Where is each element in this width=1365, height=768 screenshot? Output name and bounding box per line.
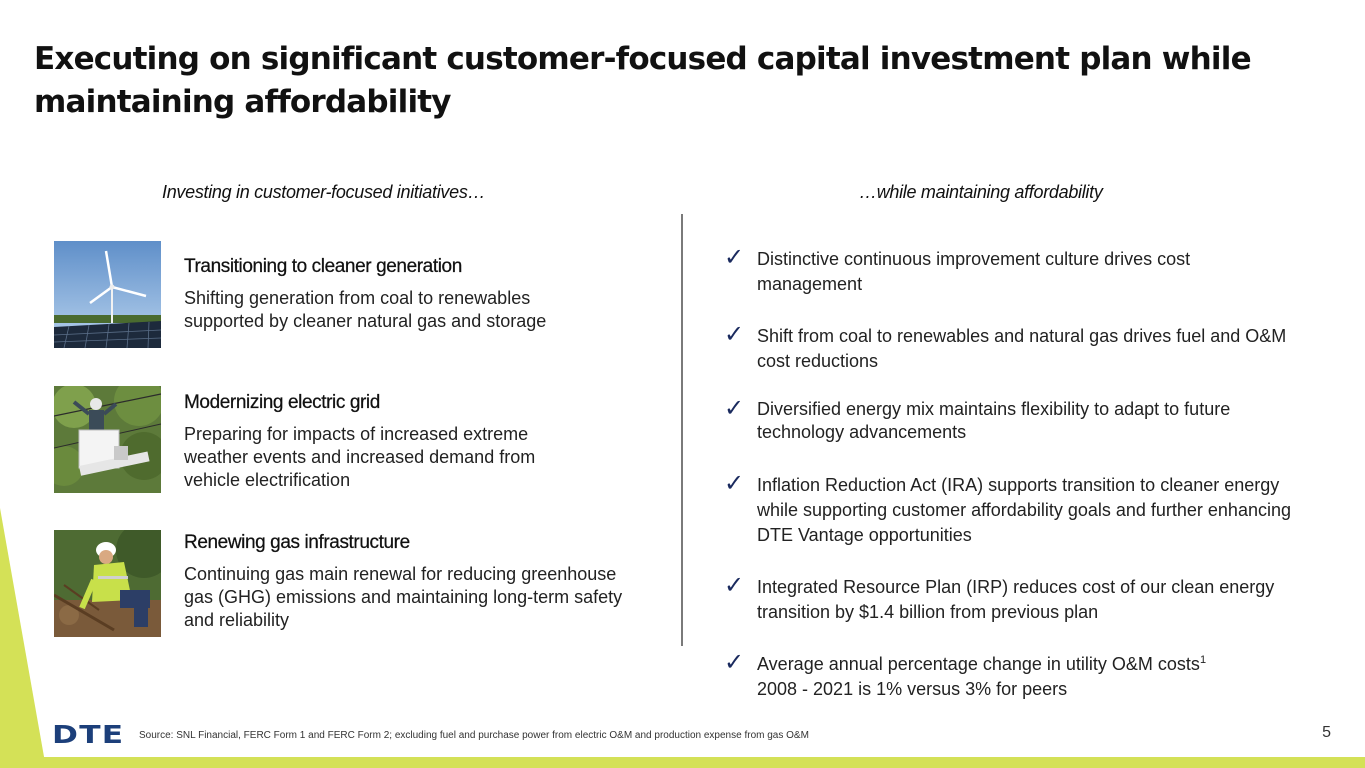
- checklist-item-text: [757, 652, 1317, 702]
- checkmark-icon: ✓: [724, 394, 745, 422]
- initiative-gas-infrastructure: [184, 532, 654, 632]
- checklist-item: [724, 469, 1324, 548]
- page-title: Executing on significant customer-focused capital investment plan while maintaining affordability: [34, 41, 1251, 120]
- checkmark-icon: ✓: [724, 469, 745, 497]
- checklist-item: [724, 648, 1324, 702]
- initiative-body: Preparing for impacts of increased extreme weather events and increased demand from vehicle electrification: [184, 424, 536, 490]
- checklist-item: [724, 571, 1324, 625]
- initiative-heading: Transitioning to cleaner generation: [184, 256, 462, 277]
- checklist-item-text: Diversified energy mix maintains flexibility to adapt to future technology advancements: [757, 399, 1231, 442]
- checklist-item: [724, 394, 1324, 444]
- lineworker-bucket-photo: [54, 386, 161, 493]
- checkmark-icon: ✓: [724, 243, 745, 271]
- checklist-item-text-line2: 2008 - 2021 is 1% versus 3% for peers: [757, 679, 1068, 699]
- checklist-item-text: Distinctive continuous improvement culture drives cost management: [757, 249, 1191, 294]
- checklist-item-text: Integrated Resource Plan (IRP) reduces cost of our clean energy transition by $1.4 billion from previous plan: [757, 577, 1275, 622]
- initiative-cleaner-generation: [184, 256, 654, 333]
- checklist-item: [724, 320, 1324, 374]
- initiative-body: Continuing gas main renewal for reducing greenhouse gas (GHG) emissions and maintaining long-term safety and reliability: [184, 564, 623, 630]
- wind-turbine-solar-photo: [54, 241, 161, 348]
- checklist-item-text-line1: Average annual percentage change in utility O&M costs: [757, 654, 1200, 674]
- bottom-accent-bar: [0, 757, 1365, 768]
- checkmark-icon: ✓: [724, 320, 745, 348]
- dte-logo: DTE: [52, 720, 125, 749]
- checklist-item: [724, 243, 1324, 297]
- checklist-item-text: Shift from coal to renewables and natural gas drives fuel and O&M cost reductions: [757, 326, 1287, 371]
- initiative-body: Shifting generation from coal to renewables supported by cleaner natural gas and storage: [184, 288, 547, 331]
- checkmark-icon: ✓: [724, 571, 745, 599]
- source-note: Source: SNL Financial, FERC Form 1 and FERC Form 2; excluding fuel and purchase power from electric O&M and production expense from gas O&M: [139, 730, 809, 741]
- checkmark-icon: ✓: [724, 648, 745, 676]
- gas-worker-photo: [54, 530, 161, 637]
- left-column-subtitle: Investing in customer-focused initiatives…: [162, 182, 486, 202]
- column-divider: [681, 214, 683, 646]
- initiative-heading: Modernizing electric grid: [184, 392, 380, 413]
- right-column-subtitle: …while maintaining affordability: [859, 182, 1103, 202]
- initiative-heading: Renewing gas infrastructure: [184, 532, 410, 553]
- page-number: 5: [1322, 724, 1331, 741]
- checklist-item-text: Inflation Reduction Act (IRA) supports transition to cleaner energy while supporting customer affordability goals and further enhancing DTE Vantage opportunities: [757, 475, 1291, 545]
- left-accent-wedge: [0, 508, 46, 768]
- footnote-marker: 1: [1199, 654, 1207, 666]
- initiative-electric-grid: [184, 392, 654, 492]
